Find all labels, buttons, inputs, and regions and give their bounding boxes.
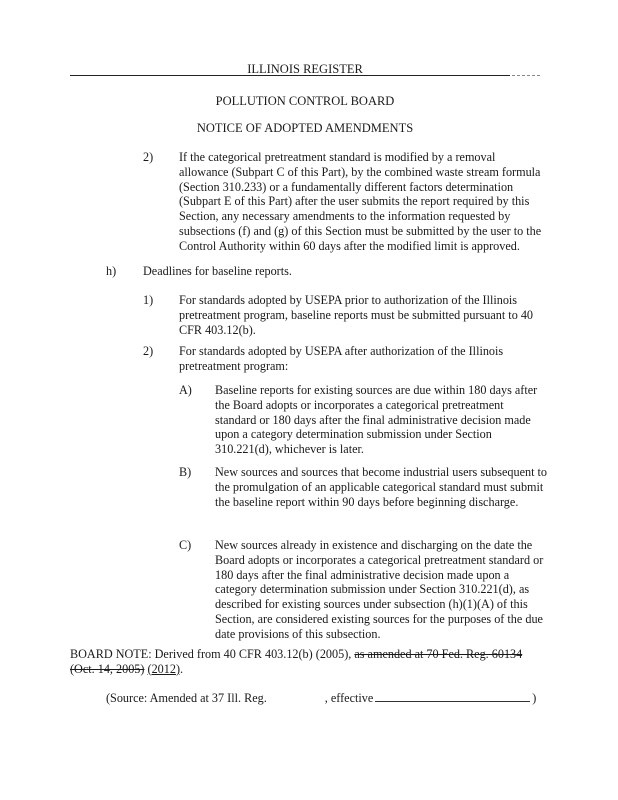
board-note-suffix: .: [180, 661, 184, 676]
source-middle: , effective: [324, 691, 374, 705]
board-note-inserted: (2012): [147, 661, 181, 676]
sub-a-label: A): [179, 383, 192, 397]
source-suffix: ): [532, 691, 537, 705]
sub-c-text: New sources already in existence and discharging on the date the Board adopts or incorporates a categorical pretreatment standard or 180 days after the final administrative decision made upon a category determination submission under Section 310.221(d), as described for existing sources under subsection (h)(1)(A) of this Section, are considered existing sources for the purposes of the due date provisions of this subsection.: [215, 538, 544, 641]
item-2-label: 2): [143, 150, 154, 164]
sub-c-label: C): [179, 538, 192, 552]
h-item-1-text: For standards adopted by USEPA prior to authorization of the Illinois pretreatment program, baseline reports must be submitted pursuant to 40 CFR 403.12(b).: [179, 293, 534, 337]
board-note-struck-2: (Oct. 14, 2005): [70, 661, 145, 676]
sub-a-text: Baseline reports for existing sources are due within 180 days after the Board adopts or incorporates a categorical pretreatment standard or 180 days after the final administrative decision made upon a category determination submission under Section 310.221(d), whichever is later.: [215, 383, 538, 457]
source-date-blank: [375, 691, 530, 702]
item-2-text: If the categorical pretreatment standard is modified by a removal allowance (Subpart C of this Part), by the combined waste stream formula (Section 310.233) or a fundamentally different factors determination (Subpart E of this Part) after the user submits the report required by this Section, any necessary amendments to the information requested by subsections (f) and (g) of this Section must be submitted by the user to the Control Authority within 60 days after the modified limit is approved.: [179, 150, 542, 253]
notice-title: NOTICE OF ADOPTED AMENDMENTS: [196, 121, 414, 135]
board-note: [70, 647, 550, 677]
header-rule: [70, 75, 510, 76]
board-note-struck-1: as amended at 70 Fed. Reg. 60134: [354, 647, 523, 661]
board-title: POLLUTION CONTROL BOARD: [215, 94, 395, 108]
h-item-2-text: For standards adopted by USEPA after authorization of the Illinois pretreatment program:: [179, 344, 504, 373]
board-note-prefix: BOARD NOTE: Derived from 40 CFR 403.12(b) (2005),: [70, 647, 355, 661]
sub-b-text: New sources and sources that become industrial users subsequent to the promulgation of an applicable categorical standard must submit the baseline report within 90 days before beginning discharge.: [215, 465, 548, 509]
section-h-text: Deadlines for baseline reports.: [143, 264, 292, 278]
header-rule-dash: [512, 75, 540, 76]
register-title: ILLINOIS REGISTER: [247, 62, 363, 76]
sub-b-label: B): [179, 465, 192, 479]
source-prefix: (Source: Amended at 37 Ill. Reg.: [106, 691, 267, 705]
section-h-label: h): [106, 264, 117, 278]
h-item-1-label: 1): [143, 293, 154, 307]
source-line: [106, 691, 536, 706]
h-item-2-label: 2): [143, 344, 154, 358]
